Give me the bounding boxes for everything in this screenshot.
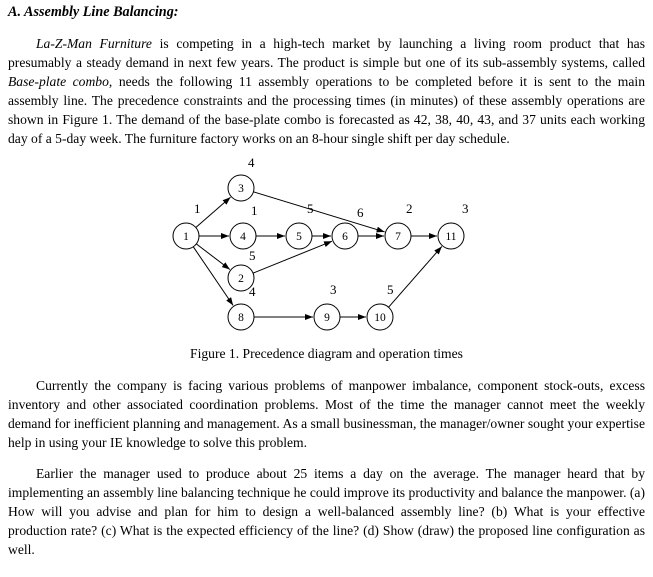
diagram-edges: [193, 192, 441, 317]
node-time-label-8: 4: [249, 284, 256, 299]
diagram-node-7: [385, 201, 413, 249]
node-id-label-5: 5: [296, 231, 302, 243]
company-name: La-Z-Man Furniture: [36, 36, 152, 51]
node-id-label-10: 10: [374, 312, 386, 324]
diagram-node-4: [230, 203, 258, 249]
edge-1-to-2: [196, 244, 230, 270]
node-id-label-3: 3: [238, 183, 244, 195]
node-id-label-1: 1: [183, 231, 189, 243]
paragraph-intro: [8, 34, 645, 148]
node-time-label-10: 5: [387, 282, 394, 297]
paragraph-problems: Currently the company is facing various problems of manpower imbalance, component stock-outs, excess inventory and other associated coordination problems. Most of the time the manager cannot meet the weekly demand for inefficient planning and management. As a small businessman, the manager/owner sought your expertise help in using your IE knowledge to solve this problem.: [8, 378, 645, 450]
edge-1-to-8: [193, 247, 233, 306]
node-id-label-9: 9: [324, 312, 330, 324]
node-time-label-5: 5: [307, 201, 314, 216]
diagram-nodes: [173, 155, 469, 330]
node-id-label-4: 4: [240, 231, 246, 243]
node-id-label-6: 6: [342, 231, 348, 243]
paragraph-intro-text-b: , needs the following 11 assembly operations to be completed before it is sent to the main assembly line. The precedence constraints and the processing times (in minutes) of these assembly operations are shown in Figure 1. The demand of the base-plate combo is forecasted as 42, 38, 40, 43, and 37 units each working day of a 5-day week. The furniture factory works on an 8-hour single shift per day schedule.: [8, 74, 645, 146]
node-time-label-1: 1: [194, 201, 201, 216]
paragraph-questions: Earlier the manager used to produce about 25 items a day on the average. The manager heard that by implementing an assembly line balancing technique he could improve its productivity and balance the manpower. (a) How will you advise and plan for him to design a well-balanced assembly line? (b) What is your effective production rate? (c) What is the expected efficiency of the line? (d) Show (draw) the proposed line configuration as well.: [8, 466, 645, 557]
precedence-diagram: [8, 153, 653, 339]
node-id-label-8: 8: [238, 312, 244, 324]
node-time-label-6: 6: [357, 205, 364, 220]
edge-10-to-11: [389, 247, 442, 308]
node-id-label-7: 7: [395, 231, 401, 243]
node-time-label-9: 3: [330, 282, 337, 297]
node-time-label-11: 3: [462, 201, 469, 216]
figure-1: [8, 153, 645, 362]
edge-1-to-3: [196, 197, 231, 227]
diagram-node-6: [332, 205, 364, 249]
node-time-label-3: 4: [248, 155, 255, 170]
node-id-label-11: 11: [445, 231, 457, 243]
node-time-label-4: 1: [251, 203, 258, 218]
diagram-node-5: [286, 201, 314, 249]
subassembly-name: Base-plate combo: [8, 74, 109, 89]
diagram-node-11: [438, 201, 469, 249]
node-time-label-2: 5: [249, 248, 256, 263]
diagram-node-9: [314, 282, 340, 330]
figure-caption: Figure 1. Precedence diagram and operation times: [190, 346, 463, 361]
node-time-label-7: 2: [406, 201, 413, 216]
diagram-node-3: [228, 155, 255, 201]
paragraph-intro-text-a: is competing in a high-tech market by launching a living room product that has presumably a steady demand in next few years. The product is simple but one of its sub-assembly systems, called: [8, 36, 645, 70]
diagram-node-1: [173, 201, 201, 249]
node-id-label-2: 2: [238, 273, 244, 285]
section-title: A. Assembly Line Balancing:: [8, 4, 179, 20]
edge-3-to-7: [253, 192, 384, 232]
